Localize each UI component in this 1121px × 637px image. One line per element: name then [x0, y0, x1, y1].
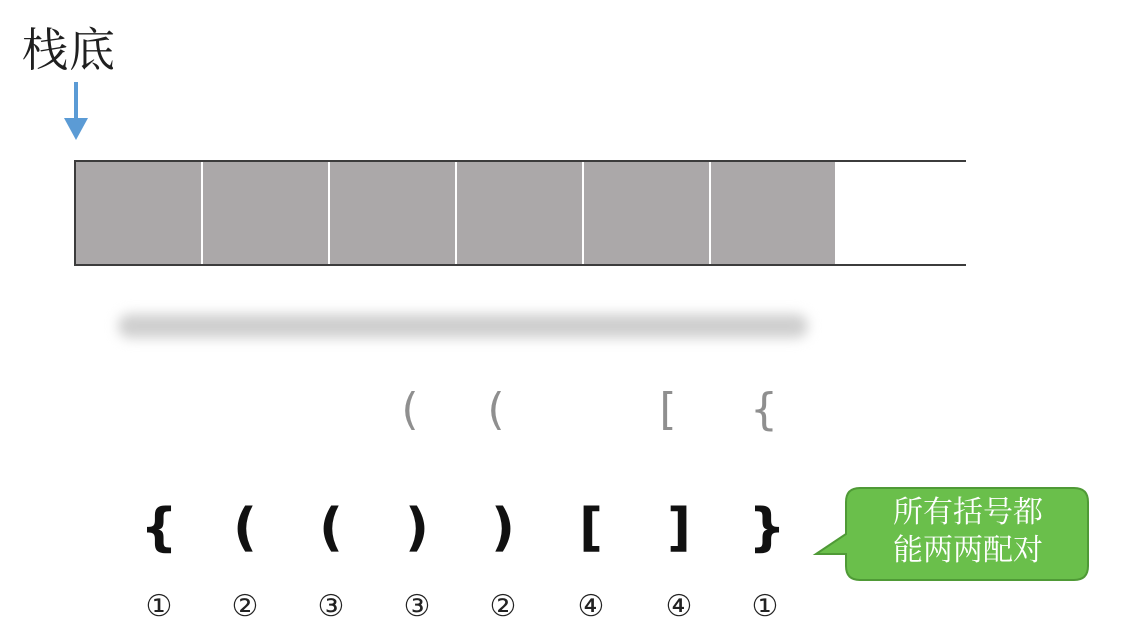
pair-index: ② — [489, 589, 517, 624]
stack-bottom-label: 栈底 — [22, 23, 116, 77]
stack-slot — [457, 162, 584, 264]
stack-slot — [584, 162, 711, 264]
sequence-char: [ — [579, 498, 603, 558]
callout-line-2: 能两两配对 — [893, 533, 1043, 568]
down-arrow-icon — [64, 82, 88, 142]
pair-index: ④ — [577, 589, 605, 624]
faded-bracket: [ — [659, 384, 677, 435]
stack-slot — [711, 162, 835, 264]
pair-index: ③ — [403, 589, 431, 624]
sequence-char: ) — [405, 498, 429, 558]
stack-shadow — [118, 314, 808, 338]
pair-index: ③ — [317, 589, 345, 624]
stack-slot — [76, 162, 203, 264]
sequence-char: ) — [491, 498, 515, 558]
stack-slot — [203, 162, 330, 264]
sequence-char: ( — [233, 498, 257, 558]
sequence-char: } — [748, 498, 786, 558]
callout-text — [848, 494, 1088, 570]
pair-index: ② — [231, 589, 259, 624]
stack-container — [74, 160, 966, 266]
pair-index: ① — [751, 589, 779, 624]
stack-slot — [330, 162, 457, 264]
stack-slots — [76, 162, 835, 264]
sequence-char: ( — [319, 498, 343, 558]
sequence-char: ] — [667, 498, 691, 558]
callout-bubble — [812, 484, 1092, 584]
sequence-char: { — [140, 498, 178, 558]
callout-line-1: 所有括号都 — [893, 495, 1043, 530]
pair-index: ④ — [665, 589, 693, 624]
faded-bracket: { — [750, 384, 778, 435]
pair-index: ① — [145, 589, 173, 624]
faded-bracket: ( — [487, 384, 505, 435]
faded-bracket: ( — [401, 384, 419, 435]
